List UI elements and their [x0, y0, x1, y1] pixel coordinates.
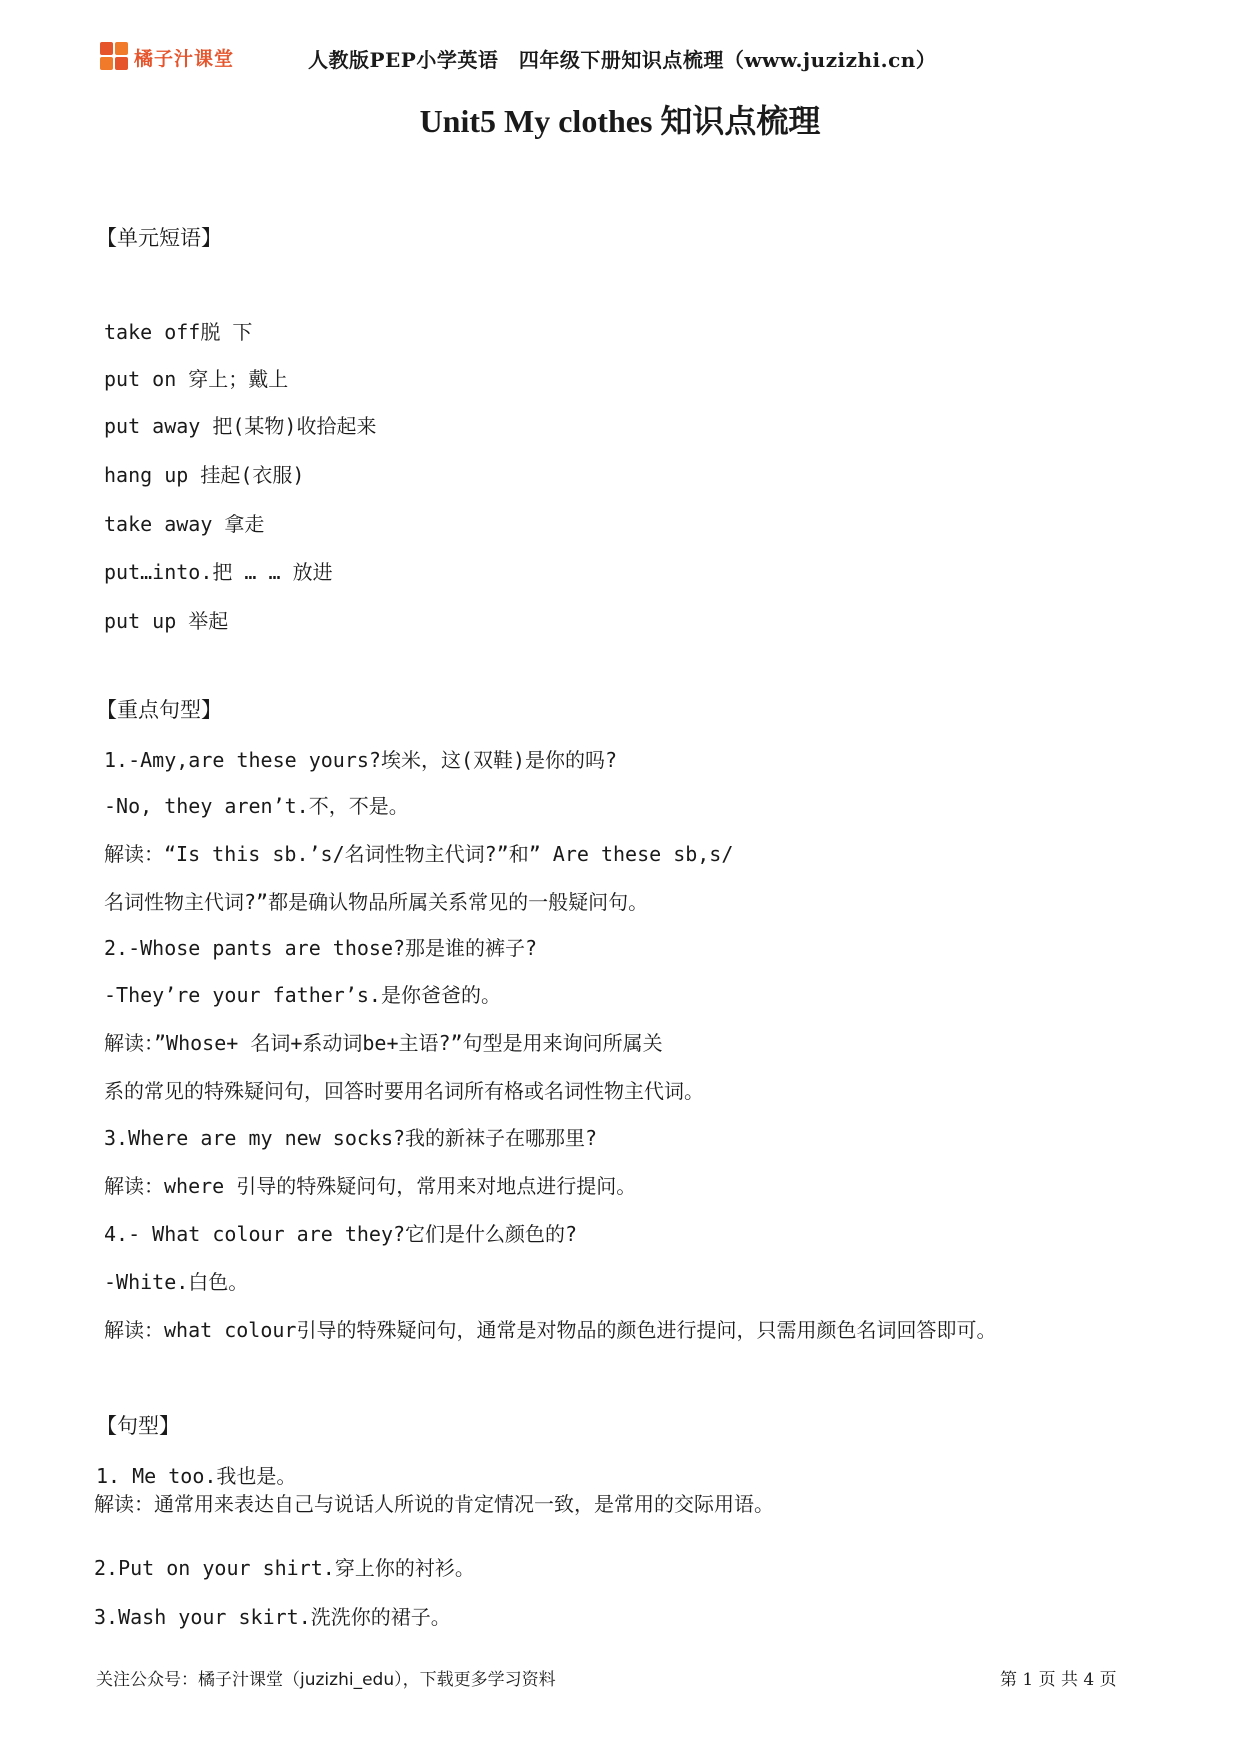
key-line: 解读：where 引导的特殊疑问句，常用来对地点进行提问。 — [104, 1174, 637, 1198]
logo-text: 橘子汁课堂 — [134, 47, 235, 70]
key-line: 4.- What colour are they?它们是什么颜色的? — [104, 1222, 578, 1246]
pattern-line: 1. Me too.我也是。 — [96, 1464, 297, 1488]
section-heading-phrases: 【单元短语】 — [96, 226, 222, 250]
header-title: 人教版PEP小学英语 四年级下册知识点梳理（www.juzizhi.cn） — [308, 48, 937, 72]
phrase-item: take off脱 下 — [104, 320, 253, 344]
footer-note: 关注公众号：橘子汁课堂（juzizhi_edu），下载更多学习资料 — [96, 1670, 556, 1690]
key-line: 1.-Amy,are these yours?埃米，这(双鞋)是你的吗? — [104, 748, 618, 772]
phrase-item: put away 把(某物)收拾起来 — [104, 414, 377, 438]
section-heading-patterns: 【句型】 — [96, 1414, 180, 1438]
pattern-line: 解读：通常用来表达自己与说话人所说的肯定情况一致，是常用的交际用语。 — [94, 1492, 774, 1516]
key-line: 3.Where are my new socks?我的新袜子在哪那里? — [104, 1126, 598, 1150]
pattern-line: 2.Put on your shirt.穿上你的衬衫。 — [94, 1556, 475, 1580]
key-line: 2.-Whose pants are those?那是谁的裤子? — [104, 936, 538, 960]
key-line: -White.白色。 — [104, 1270, 249, 1294]
logo — [100, 42, 234, 72]
phrase-item: hang up 挂起(衣服) — [104, 463, 305, 487]
key-line: 系的常见的特殊疑问句，回答时要用名词所有格或名词性物主代词。 — [104, 1079, 704, 1103]
section-heading-key-sentences: 【重点句型】 — [96, 698, 222, 722]
phrase-item: take away 拿走 — [104, 512, 265, 536]
phrase-item: put…into.把 … … 放进 — [104, 560, 333, 584]
key-line: 解读：what colour引导的特殊疑问句，通常是对物品的颜色进行提问，只需用颜色名词回答即可。 — [104, 1318, 997, 1342]
phrase-item: put up 举起 — [104, 609, 229, 633]
phrase-item: put on 穿上；戴上 — [104, 367, 289, 391]
key-line: 名词性物主代词?”都是确认物品所属关系常见的一般疑问句。 — [104, 890, 649, 914]
pattern-line: 3.Wash your skirt.洗洗你的裙子。 — [94, 1605, 451, 1629]
key-line: -No, they aren’t.不，不是。 — [104, 794, 409, 818]
logo-icon — [100, 42, 130, 72]
page-header — [0, 38, 1240, 78]
page-number: 第 1 页 共 4 页 — [1000, 1670, 1117, 1690]
key-line: 解读：”Whose+ 名词+系动词be+主语?”句型是用来询问所属关 — [104, 1031, 663, 1055]
page-title: Unit5 My clothes 知识点梳理 — [419, 103, 821, 139]
key-line: 解读：“Is this sb.’s/名词性物主代词?”和” Are these sb,s/ — [104, 842, 734, 866]
key-line: -They’re your father’s.是你爸爸的。 — [104, 983, 501, 1007]
